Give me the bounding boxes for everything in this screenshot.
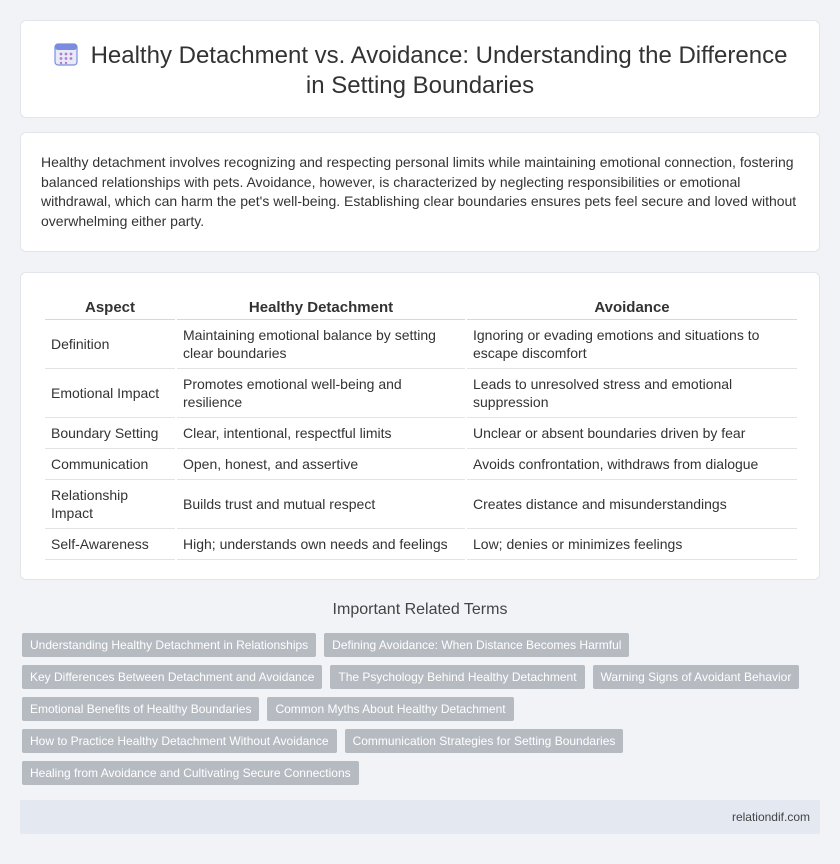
related-terms-list	[22, 633, 822, 793]
related-term-link[interactable]: Common Myths About Healthy Detachment	[267, 697, 513, 721]
related-term-link[interactable]: Warning Signs of Avoidant Behavior	[593, 665, 800, 689]
table-row	[45, 320, 797, 369]
row-avoidance: Avoids confrontation, withdraws from dialogue	[467, 449, 797, 480]
table-row	[45, 480, 797, 529]
tag-row	[22, 633, 822, 657]
calendar-grid-icon	[53, 41, 79, 67]
related-term-link[interactable]: Communication Strategies for Setting Boundaries	[345, 729, 624, 753]
related-terms-title: Important Related Terms	[332, 601, 508, 618]
row-avoidance: Ignoring or evading emotions and situations to escape discomfort	[467, 320, 797, 369]
intro-card	[20, 132, 820, 252]
intro-text: Healthy detachment involves recognizing and respecting personal limits while maintaining emotional connection, fostering balanced relationships with pets. Avoidance, however, is characterized by neglecting responsibilities or emotional withdrawal, which can harm the pet's well-being. Establishing clear boundaries ensures pets feel secure and loved without overwhelming either party.	[41, 154, 797, 229]
page-title: Healthy Detachment vs. Avoidance: Understanding the Difference in Setting Boundaries	[90, 42, 788, 99]
table-header-row	[45, 297, 797, 320]
tag-row	[22, 665, 822, 689]
tag-row	[22, 697, 822, 721]
row-healthy: High; understands own needs and feelings	[177, 529, 465, 560]
comparison-card	[20, 272, 820, 580]
header-healthy-detachment: Healthy Detachment	[177, 297, 465, 320]
tag-row	[22, 729, 822, 753]
row-aspect: Boundary Setting	[45, 418, 175, 449]
row-aspect: Communication	[45, 449, 175, 480]
tag-row	[22, 761, 822, 785]
row-aspect: Definition	[45, 320, 175, 369]
related-term-link[interactable]: The Psychology Behind Healthy Detachment	[330, 665, 584, 689]
row-healthy: Builds trust and mutual respect	[177, 480, 465, 529]
row-avoidance: Leads to unresolved stress and emotional suppression	[467, 369, 797, 418]
related-term-link[interactable]: Emotional Benefits of Healthy Boundaries	[22, 697, 259, 721]
header-card	[20, 20, 820, 118]
header-avoidance: Avoidance	[467, 297, 797, 320]
row-avoidance: Unclear or absent boundaries driven by fear	[467, 418, 797, 449]
related-term-link[interactable]: Key Differences Between Detachment and Avoidance	[22, 665, 322, 689]
row-healthy: Promotes emotional well-being and resilience	[177, 369, 465, 418]
related-term-link[interactable]: Defining Avoidance: When Distance Becomes Harmful	[324, 633, 629, 657]
row-avoidance: Creates distance and misunderstandings	[467, 480, 797, 529]
row-healthy: Clear, intentional, respectful limits	[177, 418, 465, 449]
related-term-link[interactable]: Healing from Avoidance and Cultivating Secure Connections	[22, 761, 359, 785]
table-row	[45, 449, 797, 480]
related-term-link[interactable]: How to Practice Healthy Detachment Without Avoidance	[22, 729, 337, 753]
related-term-link[interactable]: Understanding Healthy Detachment in Relationships	[22, 633, 316, 657]
row-healthy: Open, honest, and assertive	[177, 449, 465, 480]
header-aspect: Aspect	[45, 297, 175, 320]
row-aspect: Relationship Impact	[45, 480, 175, 529]
footer	[20, 800, 820, 834]
comparison-table	[43, 297, 799, 560]
row-aspect: Self-Awareness	[45, 529, 175, 560]
table-row	[45, 529, 797, 560]
table-row	[45, 369, 797, 418]
row-healthy: Maintaining emotional balance by setting clear boundaries	[177, 320, 465, 369]
row-avoidance: Low; denies or minimizes feelings	[467, 529, 797, 560]
table-row	[45, 418, 797, 449]
row-aspect: Emotional Impact	[45, 369, 175, 418]
footer-site-link[interactable]: relationdif.com	[731, 810, 810, 824]
